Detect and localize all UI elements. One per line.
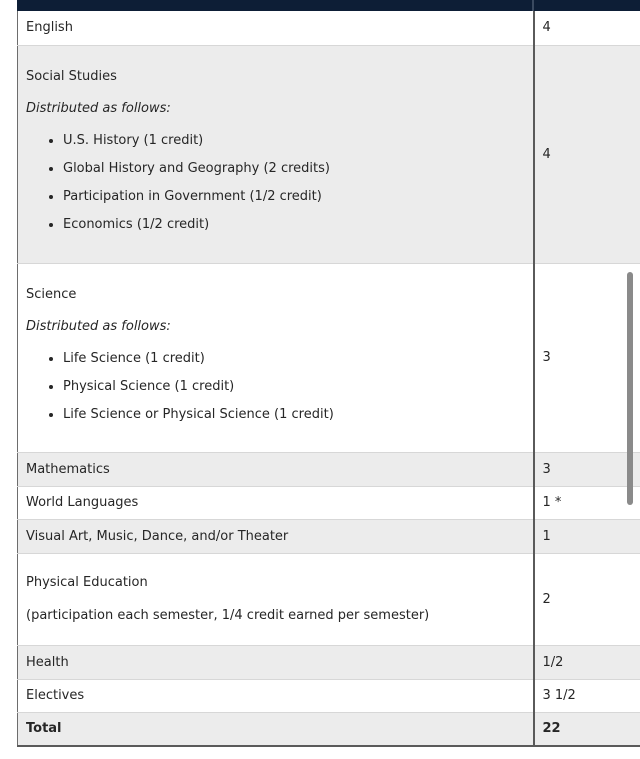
total-credits-cell: 22 [534, 712, 640, 746]
list-item: • Global History and Geography (2 credits) [63, 155, 533, 183]
subject-name: Visual Art, Music, Dance, and/or Theater [26, 528, 289, 544]
table-row [18, 11, 640, 45]
subject-cell [18, 645, 534, 679]
subject-cell [18, 45, 534, 263]
list-item: • Physical Science (1 credit) [63, 373, 533, 401]
credits-cell: 3 [534, 452, 640, 486]
subject-cell [18, 519, 534, 553]
table-row [18, 645, 640, 679]
subject-cell [18, 679, 534, 712]
subject-name: Electives [26, 688, 85, 703]
table-row [18, 486, 640, 519]
subject-name: English [26, 19, 73, 35]
table-row [18, 679, 640, 712]
subject-name: Health [26, 654, 69, 670]
subject-cell [18, 452, 534, 486]
table-row [18, 263, 640, 452]
table-row [18, 45, 640, 263]
subject-name: Science [26, 286, 77, 302]
list-item: • Life Science or Physical Science (1 credit) [63, 401, 533, 429]
credits-cell: 4 [534, 45, 640, 263]
table-row [18, 553, 640, 645]
list-item: • Participation in Government (1/2 credit) [63, 183, 533, 211]
list-item: • U.S. History (1 credit) [63, 127, 533, 155]
subject-note: (participation each semester, 1/4 credit earned per semester) [26, 607, 430, 623]
header-divider [532, 0, 534, 11]
total-label: Total [26, 721, 62, 737]
distribution-list [26, 127, 533, 239]
list-item: • Economics (1/2 credit) [63, 211, 533, 239]
credits-cell: 2 [534, 553, 640, 645]
total-label-cell [18, 712, 534, 746]
credits-cell: 3 [534, 263, 640, 452]
credits-cell: 3 1/2 [534, 679, 640, 712]
credits-cell: 1 [534, 519, 640, 553]
distribution-label: Distributed as follows: [26, 318, 171, 334]
subject-name: Mathematics [26, 461, 110, 477]
subject-cell [18, 11, 534, 45]
credits-table [17, 11, 640, 747]
subject-cell [18, 553, 534, 645]
table-row [18, 452, 640, 486]
subject-name: Social Studies [26, 69, 117, 84]
credits-cell: 1 * [534, 486, 640, 519]
credits-cell: 4 [534, 11, 640, 45]
subject-cell [18, 486, 534, 519]
distribution-list [26, 345, 533, 429]
subject-name: World Languages [26, 495, 139, 510]
table-header-bar [17, 0, 640, 11]
scrollbar-thumb[interactable] [627, 272, 633, 505]
distribution-label: Distributed as follows: [26, 101, 171, 116]
total-row [18, 712, 640, 746]
subject-cell [18, 263, 534, 452]
table-row [18, 519, 640, 553]
list-item: • Life Science (1 credit) [63, 345, 533, 373]
credits-cell: 1/2 [534, 645, 640, 679]
subject-name: Physical Education [26, 574, 148, 590]
